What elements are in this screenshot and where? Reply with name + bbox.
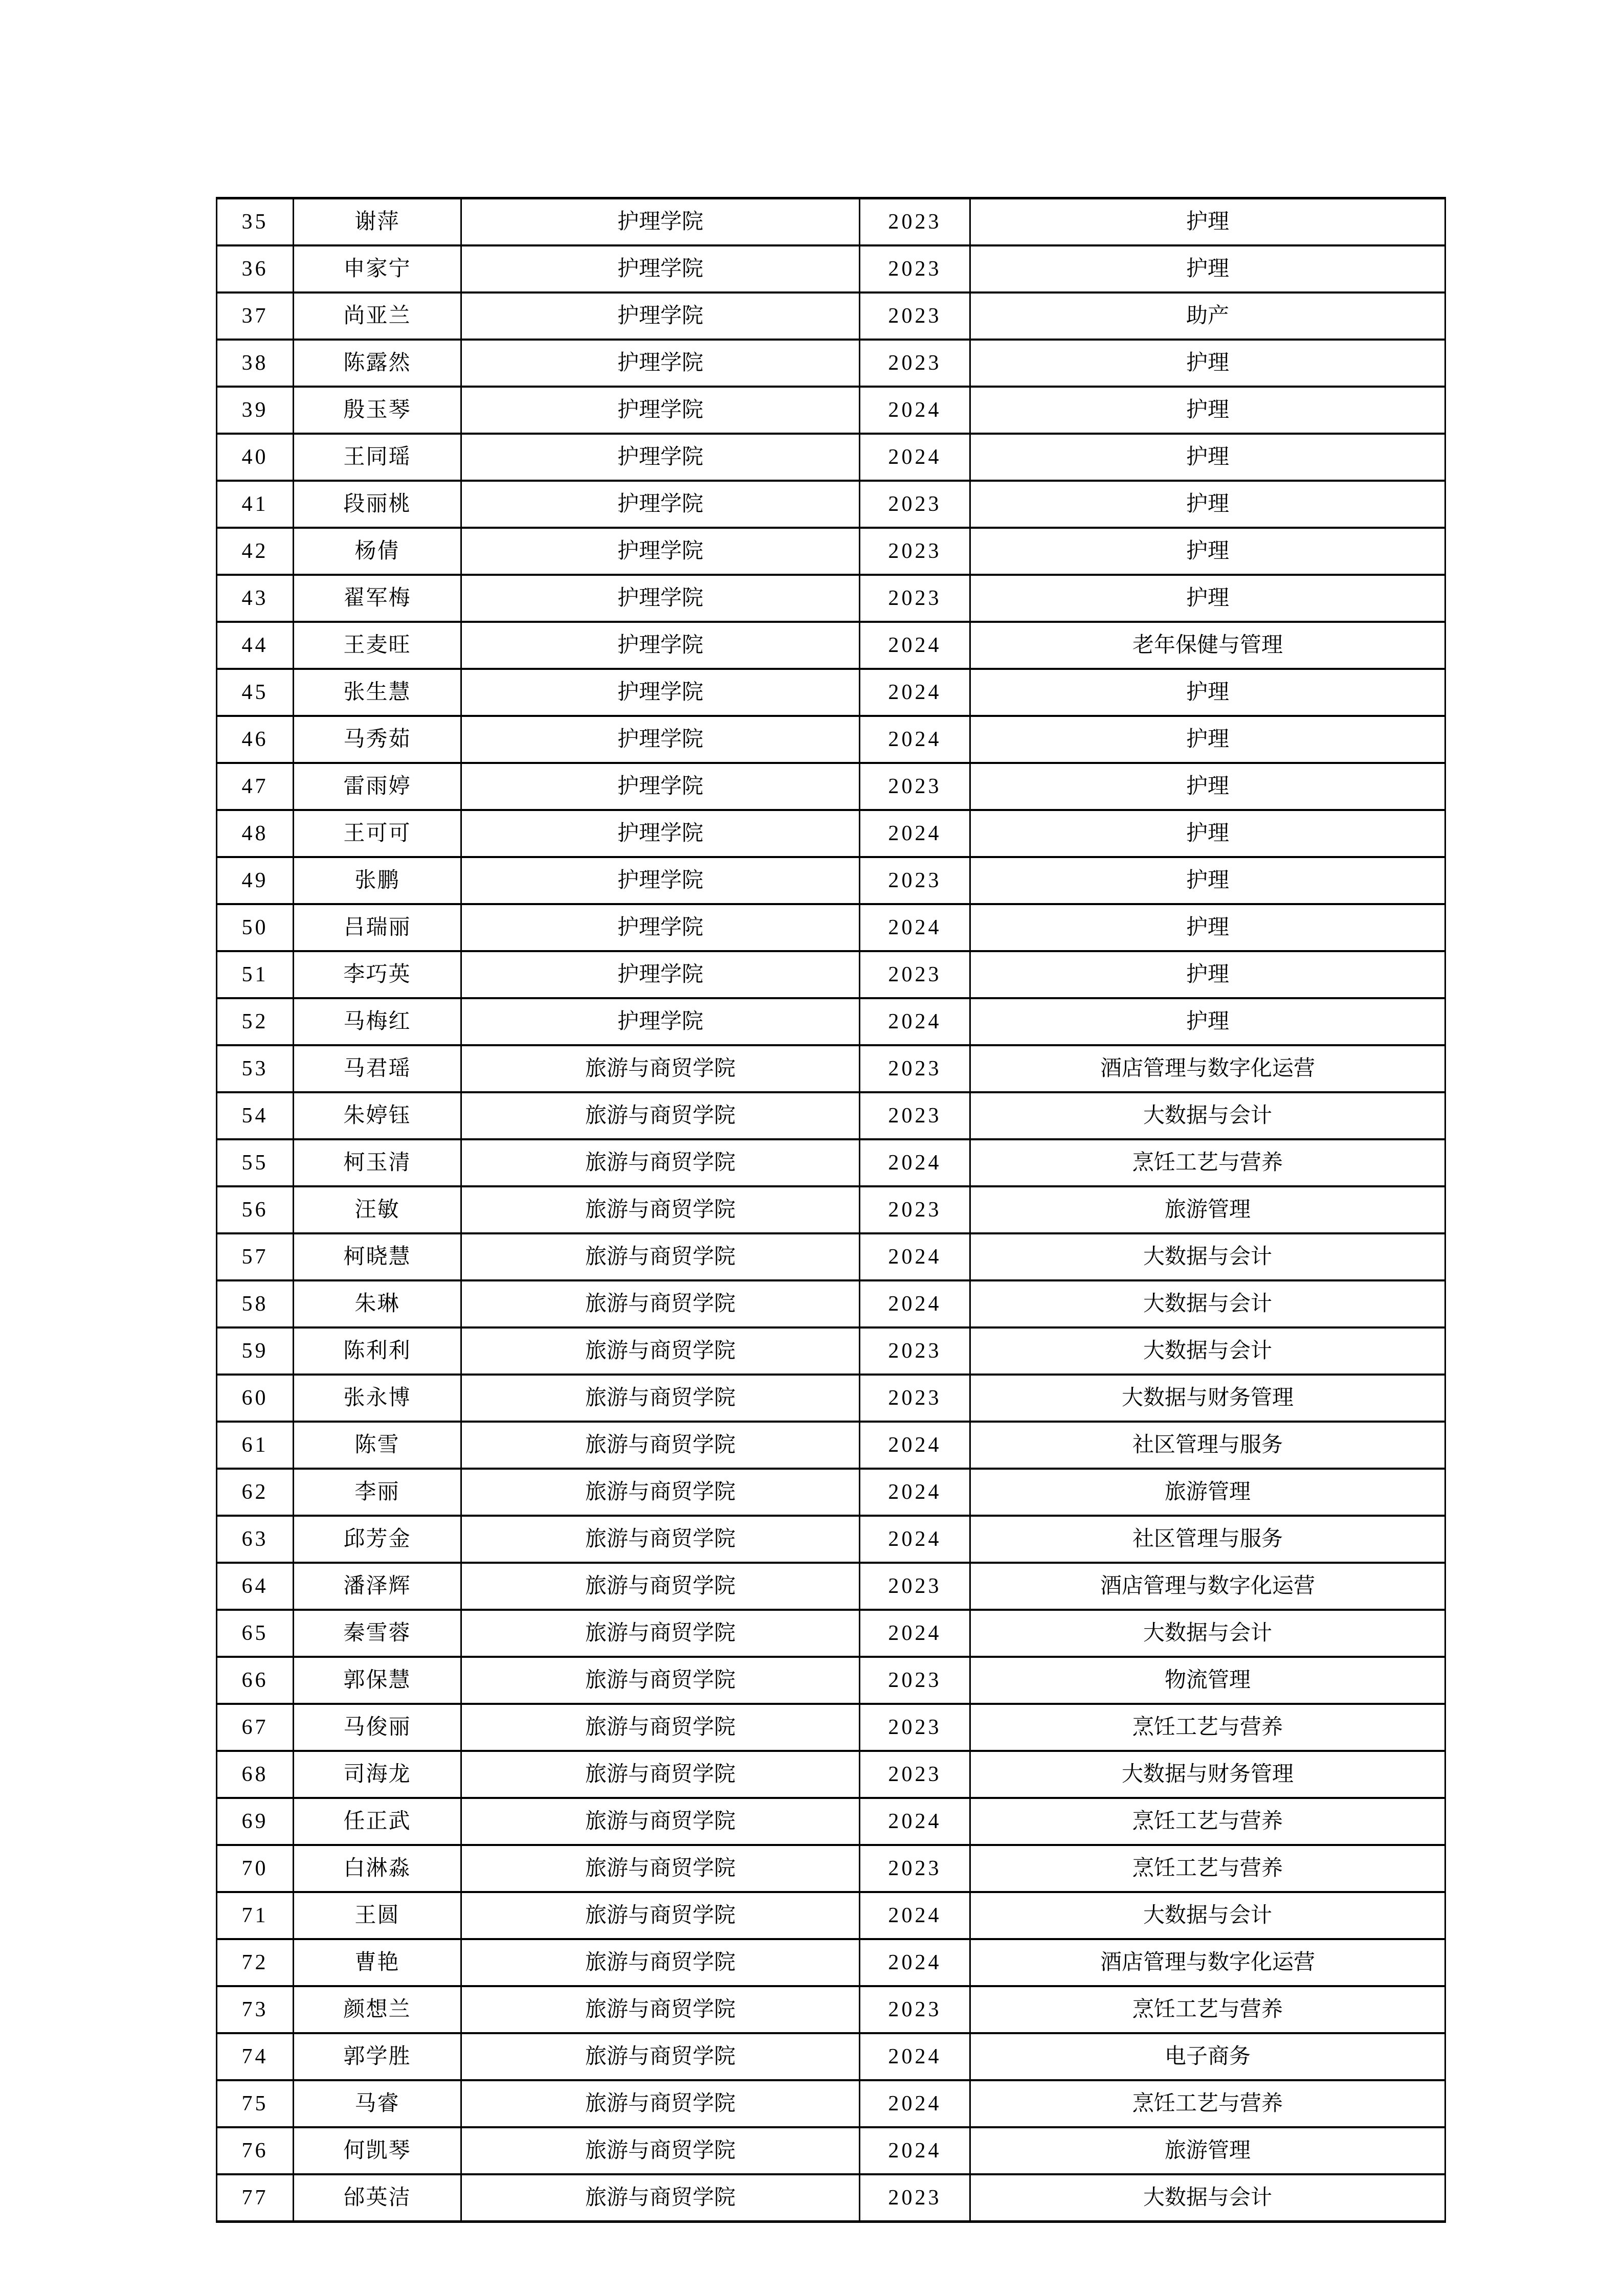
major-cell: 酒店管理与数字化运营 bbox=[970, 1045, 1445, 1092]
college-cell: 旅游与商贸学院 bbox=[461, 1045, 860, 1092]
college-cell: 旅游与商贸学院 bbox=[461, 1798, 860, 1845]
student-name-cell: 邰英洁 bbox=[294, 2174, 461, 2222]
table-row bbox=[217, 763, 1445, 810]
row-number-cell: 53 bbox=[217, 1045, 294, 1092]
table-row bbox=[217, 1657, 1445, 1704]
year-cell: 2023 bbox=[860, 1986, 970, 2033]
major-cell: 大数据与会计 bbox=[970, 1892, 1445, 1939]
year-cell: 2024 bbox=[860, 716, 970, 763]
row-number-cell: 35 bbox=[217, 198, 294, 246]
college-cell: 旅游与商贸学院 bbox=[461, 1516, 860, 1563]
year-cell: 2024 bbox=[860, 2080, 970, 2127]
college-cell: 旅游与商贸学院 bbox=[461, 1422, 860, 1469]
college-cell: 旅游与商贸学院 bbox=[461, 1986, 860, 2033]
row-number-cell: 64 bbox=[217, 1563, 294, 1610]
row-number-cell: 50 bbox=[217, 904, 294, 951]
row-number-cell: 37 bbox=[217, 292, 294, 340]
table-row bbox=[217, 1939, 1445, 1986]
year-cell: 2023 bbox=[860, 1657, 970, 1704]
major-cell: 烹饪工艺与营养 bbox=[970, 1704, 1445, 1751]
row-number-cell: 44 bbox=[217, 622, 294, 669]
row-number-cell: 67 bbox=[217, 1704, 294, 1751]
major-cell: 护理 bbox=[970, 998, 1445, 1045]
row-number-cell: 46 bbox=[217, 716, 294, 763]
major-cell: 护理 bbox=[970, 245, 1445, 292]
student-name-cell: 王可可 bbox=[294, 810, 461, 857]
year-cell: 2024 bbox=[860, 810, 970, 857]
major-cell: 护理 bbox=[970, 198, 1445, 246]
student-name-cell: 汪敏 bbox=[294, 1186, 461, 1233]
row-number-cell: 49 bbox=[217, 857, 294, 904]
table-row bbox=[217, 1139, 1445, 1186]
table-row bbox=[217, 622, 1445, 669]
table-row bbox=[217, 481, 1445, 528]
student-name-cell: 段丽桃 bbox=[294, 481, 461, 528]
row-number-cell: 42 bbox=[217, 528, 294, 575]
student-name-cell: 张生慧 bbox=[294, 669, 461, 716]
student-name-cell: 郭保慧 bbox=[294, 1657, 461, 1704]
table-row bbox=[217, 292, 1445, 340]
major-cell: 物流管理 bbox=[970, 1657, 1445, 1704]
table-row bbox=[217, 198, 1445, 246]
row-number-cell: 73 bbox=[217, 1986, 294, 2033]
year-cell: 2023 bbox=[860, 763, 970, 810]
row-number-cell: 68 bbox=[217, 1751, 294, 1798]
college-cell: 护理学院 bbox=[461, 716, 860, 763]
college-cell: 护理学院 bbox=[461, 857, 860, 904]
table-row bbox=[217, 528, 1445, 575]
row-number-cell: 57 bbox=[217, 1233, 294, 1280]
year-cell: 2023 bbox=[860, 340, 970, 387]
table-row bbox=[217, 2033, 1445, 2080]
row-number-cell: 40 bbox=[217, 434, 294, 481]
student-name-cell: 陈露然 bbox=[294, 340, 461, 387]
major-cell: 大数据与财务管理 bbox=[970, 1751, 1445, 1798]
year-cell: 2023 bbox=[860, 951, 970, 998]
student-name-cell: 马秀茹 bbox=[294, 716, 461, 763]
major-cell: 护理 bbox=[970, 763, 1445, 810]
year-cell: 2024 bbox=[860, 669, 970, 716]
college-cell: 旅游与商贸学院 bbox=[461, 2174, 860, 2222]
student-name-cell: 朱婷钰 bbox=[294, 1092, 461, 1139]
table-row bbox=[217, 716, 1445, 763]
major-cell: 护理 bbox=[970, 340, 1445, 387]
table-row bbox=[217, 1610, 1445, 1657]
year-cell: 2024 bbox=[860, 904, 970, 951]
year-cell: 2024 bbox=[860, 1798, 970, 1845]
table-row bbox=[217, 245, 1445, 292]
student-name-cell: 任正武 bbox=[294, 1798, 461, 1845]
row-number-cell: 43 bbox=[217, 575, 294, 622]
major-cell: 旅游管理 bbox=[970, 2127, 1445, 2174]
row-number-cell: 69 bbox=[217, 1798, 294, 1845]
row-number-cell: 63 bbox=[217, 1516, 294, 1563]
major-cell: 烹饪工艺与营养 bbox=[970, 1986, 1445, 2033]
year-cell: 2024 bbox=[860, 998, 970, 1045]
college-cell: 旅游与商贸学院 bbox=[461, 1751, 860, 1798]
year-cell: 2023 bbox=[860, 2174, 970, 2222]
row-number-cell: 58 bbox=[217, 1280, 294, 1327]
college-cell: 旅游与商贸学院 bbox=[461, 1280, 860, 1327]
major-cell: 电子商务 bbox=[970, 2033, 1445, 2080]
row-number-cell: 38 bbox=[217, 340, 294, 387]
table-row bbox=[217, 1045, 1445, 1092]
college-cell: 旅游与商贸学院 bbox=[461, 1375, 860, 1422]
major-cell: 护理 bbox=[970, 904, 1445, 951]
major-cell: 护理 bbox=[970, 481, 1445, 528]
year-cell: 2023 bbox=[860, 198, 970, 246]
college-cell: 旅游与商贸学院 bbox=[461, 1563, 860, 1610]
major-cell: 烹饪工艺与营养 bbox=[970, 1845, 1445, 1892]
major-cell: 护理 bbox=[970, 951, 1445, 998]
student-name-cell: 王同瑶 bbox=[294, 434, 461, 481]
table-row bbox=[217, 1563, 1445, 1610]
student-name-cell: 申家宁 bbox=[294, 245, 461, 292]
year-cell: 2023 bbox=[860, 1845, 970, 1892]
row-number-cell: 76 bbox=[217, 2127, 294, 2174]
row-number-cell: 74 bbox=[217, 2033, 294, 2080]
major-cell: 护理 bbox=[970, 857, 1445, 904]
row-number-cell: 71 bbox=[217, 1892, 294, 1939]
year-cell: 2023 bbox=[860, 1092, 970, 1139]
college-cell: 护理学院 bbox=[461, 245, 860, 292]
row-number-cell: 70 bbox=[217, 1845, 294, 1892]
major-cell: 护理 bbox=[970, 575, 1445, 622]
student-name-cell: 陈雪 bbox=[294, 1422, 461, 1469]
student-name-cell: 马梅红 bbox=[294, 998, 461, 1045]
student-name-cell: 雷雨婷 bbox=[294, 763, 461, 810]
student-name-cell: 马君瑶 bbox=[294, 1045, 461, 1092]
college-cell: 旅游与商贸学院 bbox=[461, 1845, 860, 1892]
major-cell: 社区管理与服务 bbox=[970, 1422, 1445, 1469]
college-cell: 护理学院 bbox=[461, 198, 860, 246]
student-name-cell: 杨倩 bbox=[294, 528, 461, 575]
student-name-cell: 柯玉清 bbox=[294, 1139, 461, 1186]
row-number-cell: 54 bbox=[217, 1092, 294, 1139]
major-cell: 社区管理与服务 bbox=[970, 1516, 1445, 1563]
student-name-cell: 秦雪蓉 bbox=[294, 1610, 461, 1657]
major-cell: 烹饪工艺与营养 bbox=[970, 2080, 1445, 2127]
table-row bbox=[217, 2080, 1445, 2127]
year-cell: 2023 bbox=[860, 1563, 970, 1610]
year-cell: 2024 bbox=[860, 1422, 970, 1469]
row-number-cell: 41 bbox=[217, 481, 294, 528]
student-name-cell: 尚亚兰 bbox=[294, 292, 461, 340]
major-cell: 大数据与会计 bbox=[970, 1327, 1445, 1375]
table-row bbox=[217, 669, 1445, 716]
college-cell: 护理学院 bbox=[461, 810, 860, 857]
college-cell: 旅游与商贸学院 bbox=[461, 1704, 860, 1751]
year-cell: 2024 bbox=[860, 1610, 970, 1657]
student-name-cell: 谢萍 bbox=[294, 198, 461, 246]
table-row bbox=[217, 1233, 1445, 1280]
row-number-cell: 36 bbox=[217, 245, 294, 292]
student-name-cell: 柯晓慧 bbox=[294, 1233, 461, 1280]
year-cell: 2024 bbox=[860, 1469, 970, 1516]
student-roster-table-body bbox=[217, 198, 1445, 2222]
row-number-cell: 56 bbox=[217, 1186, 294, 1233]
row-number-cell: 47 bbox=[217, 763, 294, 810]
college-cell: 旅游与商贸学院 bbox=[461, 2127, 860, 2174]
college-cell: 旅游与商贸学院 bbox=[461, 1610, 860, 1657]
table-row bbox=[217, 1798, 1445, 1845]
row-number-cell: 60 bbox=[217, 1375, 294, 1422]
college-cell: 旅游与商贸学院 bbox=[461, 1939, 860, 1986]
table-row bbox=[217, 1751, 1445, 1798]
major-cell: 护理 bbox=[970, 528, 1445, 575]
major-cell: 大数据与会计 bbox=[970, 1092, 1445, 1139]
row-number-cell: 65 bbox=[217, 1610, 294, 1657]
major-cell: 烹饪工艺与营养 bbox=[970, 1798, 1445, 1845]
student-name-cell: 李巧英 bbox=[294, 951, 461, 998]
year-cell: 2023 bbox=[860, 1045, 970, 1092]
year-cell: 2023 bbox=[860, 528, 970, 575]
major-cell: 大数据与会计 bbox=[970, 2174, 1445, 2222]
table-row bbox=[217, 1092, 1445, 1139]
table-row bbox=[217, 1845, 1445, 1892]
year-cell: 2023 bbox=[860, 857, 970, 904]
table-row bbox=[217, 434, 1445, 481]
year-cell: 2024 bbox=[860, 1892, 970, 1939]
row-number-cell: 39 bbox=[217, 387, 294, 434]
table-row bbox=[217, 904, 1445, 951]
college-cell: 护理学院 bbox=[461, 622, 860, 669]
row-number-cell: 59 bbox=[217, 1327, 294, 1375]
table-row bbox=[217, 575, 1445, 622]
table-row bbox=[217, 1375, 1445, 1422]
college-cell: 旅游与商贸学院 bbox=[461, 1892, 860, 1939]
table-row bbox=[217, 387, 1445, 434]
college-cell: 旅游与商贸学院 bbox=[461, 1186, 860, 1233]
table-row bbox=[217, 340, 1445, 387]
year-cell: 2023 bbox=[860, 245, 970, 292]
college-cell: 护理学院 bbox=[461, 292, 860, 340]
major-cell: 护理 bbox=[970, 434, 1445, 481]
table-row bbox=[217, 998, 1445, 1045]
college-cell: 护理学院 bbox=[461, 528, 860, 575]
student-name-cell: 张鹏 bbox=[294, 857, 461, 904]
student-name-cell: 马俊丽 bbox=[294, 1704, 461, 1751]
student-name-cell: 王圆 bbox=[294, 1892, 461, 1939]
year-cell: 2023 bbox=[860, 481, 970, 528]
year-cell: 2023 bbox=[860, 1375, 970, 1422]
student-name-cell: 王麦旺 bbox=[294, 622, 461, 669]
table-row bbox=[217, 1704, 1445, 1751]
college-cell: 旅游与商贸学院 bbox=[461, 1139, 860, 1186]
table-row bbox=[217, 1516, 1445, 1563]
college-cell: 护理学院 bbox=[461, 387, 860, 434]
major-cell: 护理 bbox=[970, 810, 1445, 857]
table-row bbox=[217, 857, 1445, 904]
student-name-cell: 曹艳 bbox=[294, 1939, 461, 1986]
college-cell: 护理学院 bbox=[461, 481, 860, 528]
row-number-cell: 77 bbox=[217, 2174, 294, 2222]
table-row bbox=[217, 2127, 1445, 2174]
college-cell: 护理学院 bbox=[461, 434, 860, 481]
student-name-cell: 郭学胜 bbox=[294, 2033, 461, 2080]
year-cell: 2024 bbox=[860, 387, 970, 434]
major-cell: 旅游管理 bbox=[970, 1469, 1445, 1516]
table-row bbox=[217, 1186, 1445, 1233]
table-row bbox=[217, 1280, 1445, 1327]
college-cell: 护理学院 bbox=[461, 340, 860, 387]
student-name-cell: 李丽 bbox=[294, 1469, 461, 1516]
student-roster-table bbox=[216, 197, 1446, 2223]
year-cell: 2023 bbox=[860, 1704, 970, 1751]
row-number-cell: 62 bbox=[217, 1469, 294, 1516]
student-name-cell: 翟军梅 bbox=[294, 575, 461, 622]
college-cell: 护理学院 bbox=[461, 575, 860, 622]
college-cell: 旅游与商贸学院 bbox=[461, 1469, 860, 1516]
year-cell: 2023 bbox=[860, 1751, 970, 1798]
year-cell: 2024 bbox=[860, 1280, 970, 1327]
college-cell: 旅游与商贸学院 bbox=[461, 1327, 860, 1375]
table-row bbox=[217, 1469, 1445, 1516]
year-cell: 2024 bbox=[860, 622, 970, 669]
year-cell: 2023 bbox=[860, 292, 970, 340]
row-number-cell: 66 bbox=[217, 1657, 294, 1704]
row-number-cell: 52 bbox=[217, 998, 294, 1045]
major-cell: 护理 bbox=[970, 387, 1445, 434]
college-cell: 旅游与商贸学院 bbox=[461, 2033, 860, 2080]
year-cell: 2023 bbox=[860, 1327, 970, 1375]
row-number-cell: 75 bbox=[217, 2080, 294, 2127]
table-row bbox=[217, 1892, 1445, 1939]
student-name-cell: 马睿 bbox=[294, 2080, 461, 2127]
college-cell: 护理学院 bbox=[461, 951, 860, 998]
year-cell: 2024 bbox=[860, 1233, 970, 1280]
row-number-cell: 51 bbox=[217, 951, 294, 998]
major-cell: 护理 bbox=[970, 716, 1445, 763]
year-cell: 2024 bbox=[860, 434, 970, 481]
student-name-cell: 张永博 bbox=[294, 1375, 461, 1422]
row-number-cell: 61 bbox=[217, 1422, 294, 1469]
major-cell: 老年保健与管理 bbox=[970, 622, 1445, 669]
row-number-cell: 72 bbox=[217, 1939, 294, 1986]
college-cell: 护理学院 bbox=[461, 998, 860, 1045]
student-name-cell: 白淋淼 bbox=[294, 1845, 461, 1892]
college-cell: 旅游与商贸学院 bbox=[461, 1657, 860, 1704]
table-row bbox=[217, 951, 1445, 998]
college-cell: 护理学院 bbox=[461, 763, 860, 810]
table-row bbox=[217, 2174, 1445, 2222]
major-cell: 大数据与会计 bbox=[970, 1233, 1445, 1280]
major-cell: 烹饪工艺与营养 bbox=[970, 1139, 1445, 1186]
college-cell: 护理学院 bbox=[461, 669, 860, 716]
major-cell: 助产 bbox=[970, 292, 1445, 340]
row-number-cell: 45 bbox=[217, 669, 294, 716]
year-cell: 2024 bbox=[860, 2033, 970, 2080]
major-cell: 护理 bbox=[970, 669, 1445, 716]
student-name-cell: 颜想兰 bbox=[294, 1986, 461, 2033]
row-number-cell: 48 bbox=[217, 810, 294, 857]
major-cell: 大数据与会计 bbox=[970, 1280, 1445, 1327]
year-cell: 2023 bbox=[860, 1186, 970, 1233]
student-name-cell: 何凯琴 bbox=[294, 2127, 461, 2174]
college-cell: 护理学院 bbox=[461, 904, 860, 951]
table-row bbox=[217, 1986, 1445, 2033]
table-row bbox=[217, 810, 1445, 857]
major-cell: 大数据与财务管理 bbox=[970, 1375, 1445, 1422]
major-cell: 酒店管理与数字化运营 bbox=[970, 1939, 1445, 1986]
college-cell: 旅游与商贸学院 bbox=[461, 1233, 860, 1280]
year-cell: 2024 bbox=[860, 1939, 970, 1986]
row-number-cell: 55 bbox=[217, 1139, 294, 1186]
student-name-cell: 潘泽辉 bbox=[294, 1563, 461, 1610]
college-cell: 旅游与商贸学院 bbox=[461, 1092, 860, 1139]
college-cell: 旅游与商贸学院 bbox=[461, 2080, 860, 2127]
table-row bbox=[217, 1422, 1445, 1469]
student-name-cell: 邱芳金 bbox=[294, 1516, 461, 1563]
table-row bbox=[217, 1327, 1445, 1375]
student-name-cell: 吕瑞丽 bbox=[294, 904, 461, 951]
student-name-cell: 殷玉琴 bbox=[294, 387, 461, 434]
student-name-cell: 陈利利 bbox=[294, 1327, 461, 1375]
major-cell: 酒店管理与数字化运营 bbox=[970, 1563, 1445, 1610]
major-cell: 大数据与会计 bbox=[970, 1610, 1445, 1657]
major-cell: 旅游管理 bbox=[970, 1186, 1445, 1233]
student-name-cell: 司海龙 bbox=[294, 1751, 461, 1798]
year-cell: 2024 bbox=[860, 2127, 970, 2174]
year-cell: 2023 bbox=[860, 575, 970, 622]
year-cell: 2024 bbox=[860, 1516, 970, 1563]
year-cell: 2024 bbox=[860, 1139, 970, 1186]
student-name-cell: 朱琳 bbox=[294, 1280, 461, 1327]
